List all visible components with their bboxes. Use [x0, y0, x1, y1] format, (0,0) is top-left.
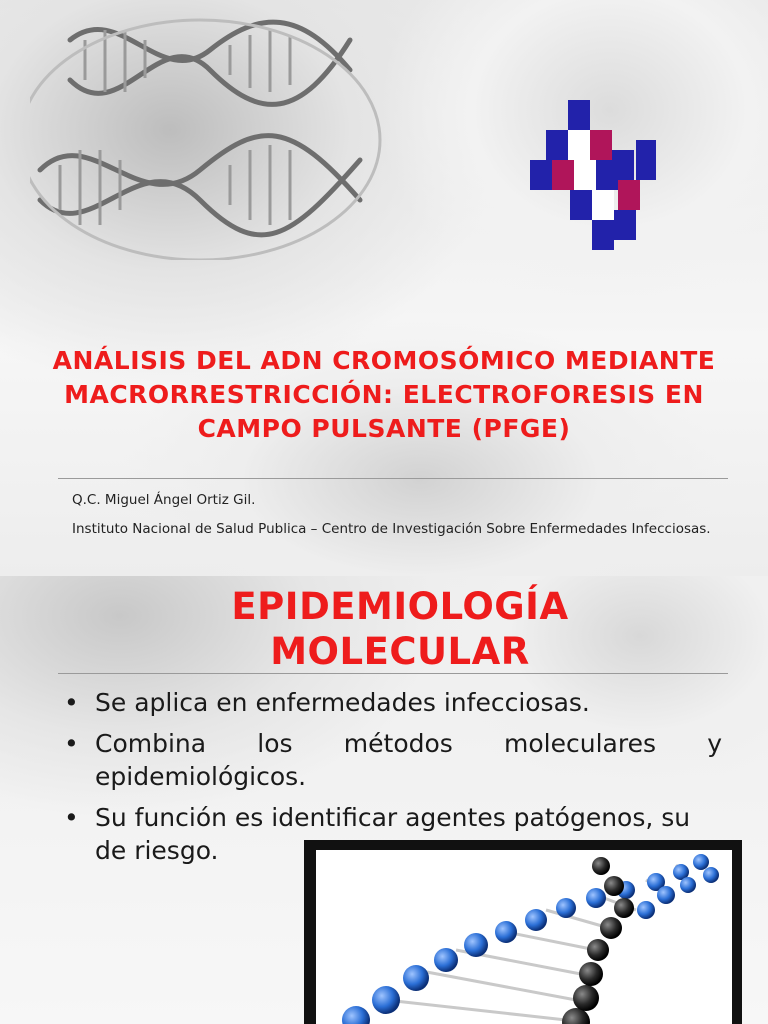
slide-title: EPIDEMIOLOGÍA MOLECULAR	[231, 585, 569, 673]
dna-helix-background-image	[30, 0, 410, 260]
dna-helix-image	[316, 850, 732, 1024]
institute-logo-icon	[530, 100, 660, 250]
slide-2	[0, 576, 768, 1024]
list-item: • Combina los métodos moleculares y epidemiológicos.	[64, 729, 722, 791]
bullet-icon: •	[64, 803, 79, 832]
divider	[58, 478, 728, 479]
institution-name: Instituto Nacional de Salud Publica – Centro de Investigación Sobre Enfermedades Infecciosas.	[72, 521, 711, 537]
bullet-icon: •	[64, 729, 79, 758]
author-name: Q.C. Miguel Ángel Ortiz Gil.	[72, 492, 256, 508]
list-item: • Se aplica en enfermedades infecciosas.	[64, 688, 590, 717]
presentation-title: ANÁLISIS DEL ADN CROMOSÓMICO MEDIANTE MACRORRESTRICCIÓN: ELECTROFORESIS EN CAMPO PULSANTE (PFGE)	[52, 346, 716, 443]
dna-double-helix-photo	[304, 840, 742, 1024]
list-item: • Su función es identificar agentes patógenos, su de riesgo.	[64, 803, 691, 865]
bullet-icon: •	[64, 688, 79, 717]
divider	[58, 673, 728, 674]
